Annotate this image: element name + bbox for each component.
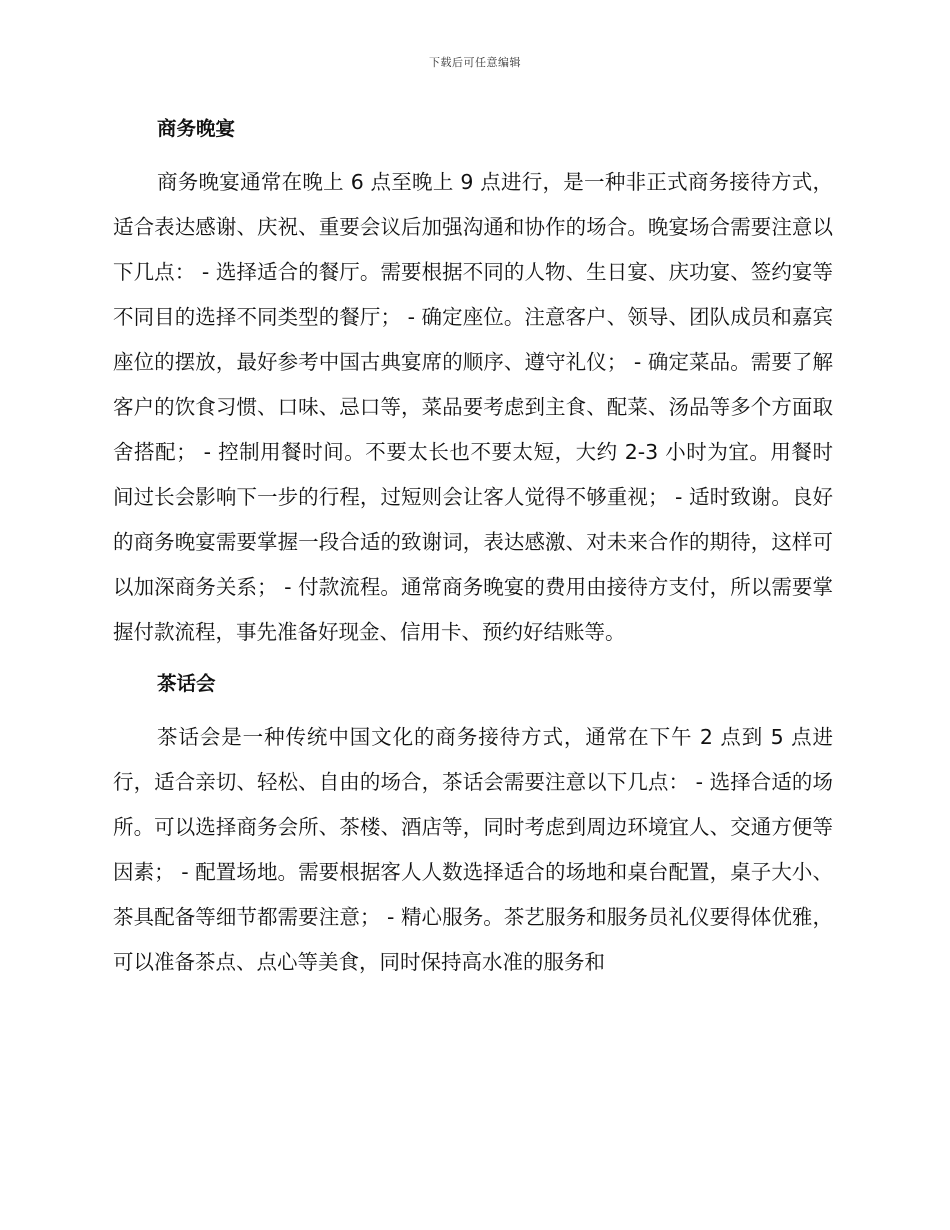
page-header-note: 下载后可任意编辑	[429, 56, 521, 69]
section-body-business-dinner: 商务晚宴通常在晚上 6 点至晚上 9 点进行，是一种非正式商务接待方式，适合表达感谢、庆祝、重要会议后加强沟通和协作的场合。晚宴场合需要注意以下几点： - 选择适合的餐厅。需要根据不同的人物、生日宴、庆功宴、签约宴等不同目的选择不同类型的餐厅； - 确定座位。注意客户、领导、团队成员和嘉宾座位的摆放，最好参考中国古典宴席的顺序、遵守礼仪； - 确定菜品。需要了解客户的饮食习惯、口味、忌口等，菜品要考虑到主食、配菜、汤品等多个方面取舍搭配； - 控制用餐时间。不要太长也不要太短，大约 2-3 小时为宜。用餐时间过长会影响下一步的行程，过短则会让客人觉得不够重视； - 适时致谢。良好的商务晚宴需要掌握一段合适的致谢词，表达感激、对未来合作的期待，这样可以加深商务关系； - 付款流程。通常商务晚宴的费用由接待方支付，所以需要掌握付款流程，事先准备好现金、信用卡、预约好结账等。	[113, 170, 833, 644]
section-title-tea-party: 茶话会	[157, 672, 216, 695]
document-body	[113, 112, 833, 985]
section-body-tea-party: 茶话会是一种传统中国文化的商务接待方式，通常在下午 2 点到 5 点进行，适合亲切、轻松、自由的场合，茶话会需要注意以下几点： - 选择合适的场所。可以选择商务会所、茶楼、酒店等，同时考虑到周边环境宜人、交通方便等因素； - 配置场地。需要根据客人人数选择适合的场地和桌台配置，桌子大小、茶具配备等细节都需要注意； - 精心服务。茶艺服务和服务员礼仪要得体优雅，可以准备茶点、点心等美食，同时保持高水准的服务和	[113, 725, 833, 974]
section-title-business-dinner: 商务晚宴	[157, 117, 236, 140]
